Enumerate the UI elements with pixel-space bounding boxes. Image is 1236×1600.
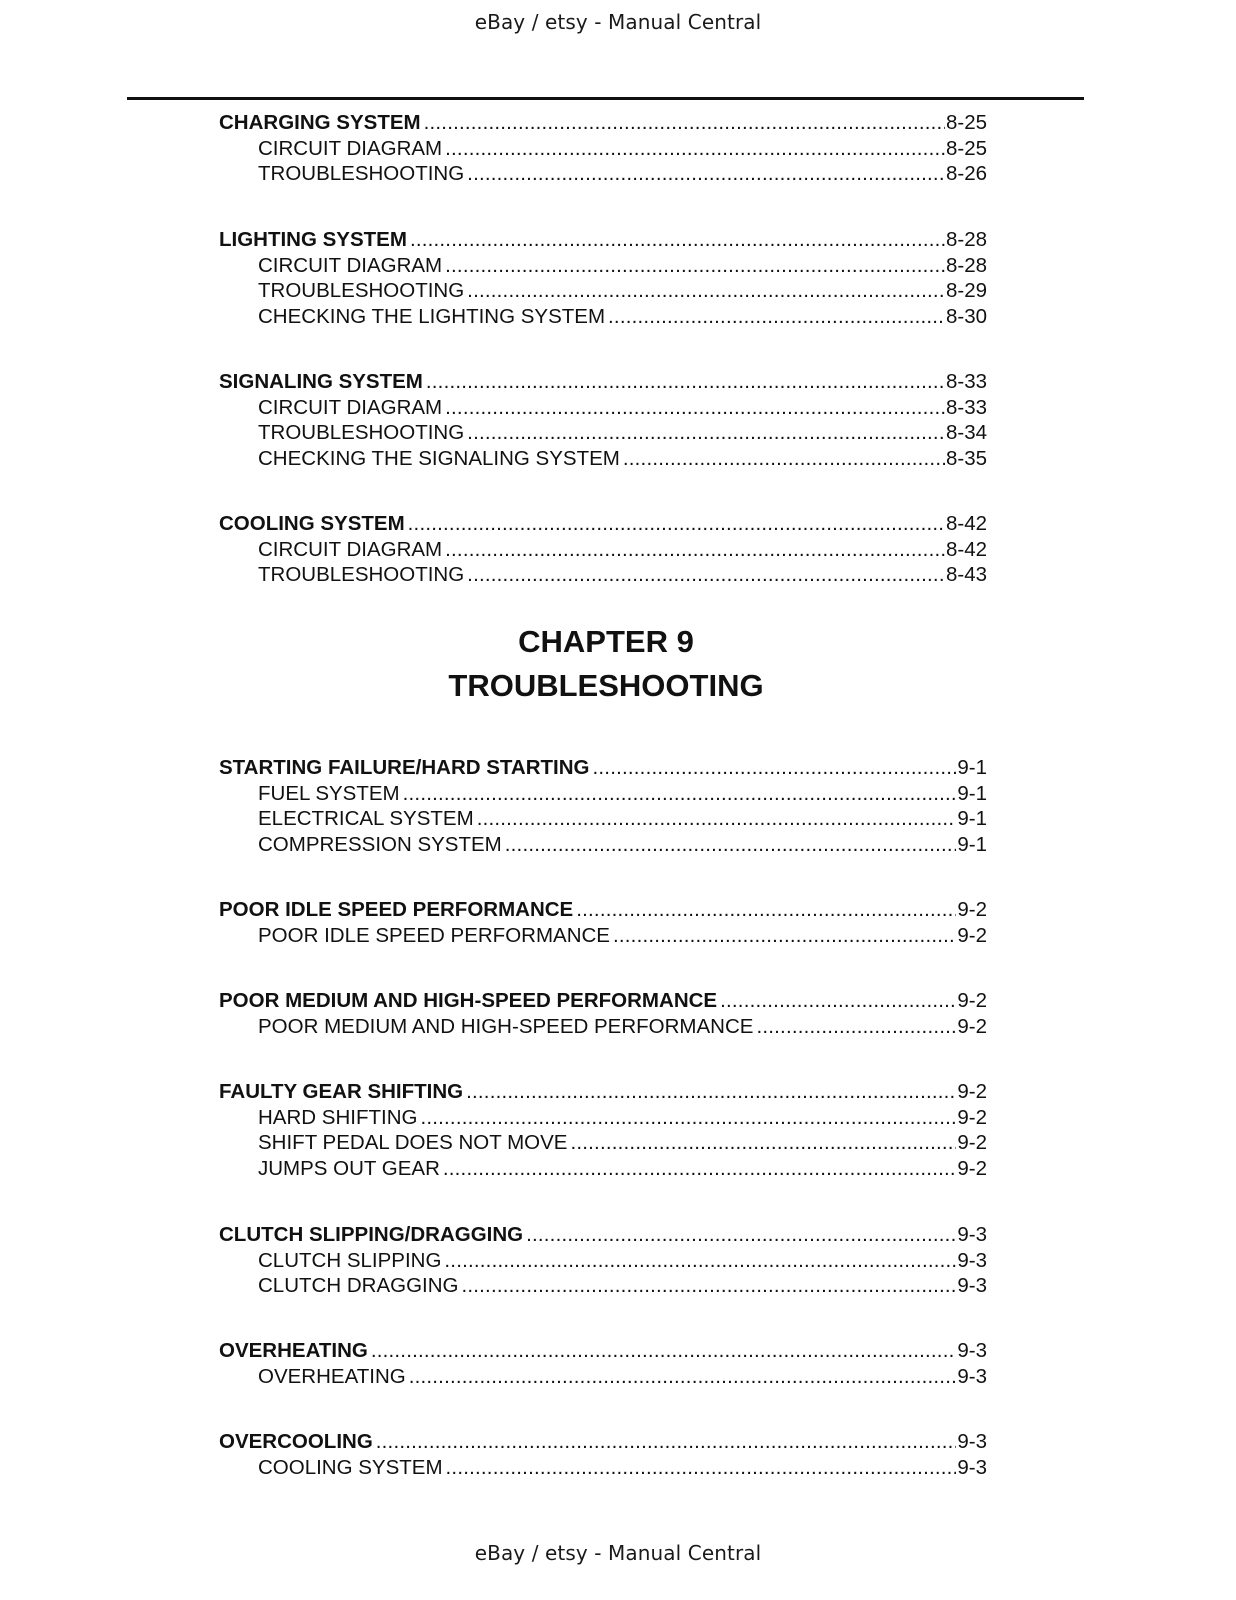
toc-subentry-label: FUEL SYSTEM [258,781,400,805]
toc-page-number: 9-2 [957,1131,987,1155]
toc-entry[interactable] [219,988,987,1014]
toc-page-number: 9-2 [957,989,987,1012]
toc-page-number: 8-42 [945,537,987,561]
toc-section-poor-idle-speed [219,897,987,948]
toc-section-clutch-slipping-dragging [219,1222,987,1299]
toc-entry-title: POOR IDLE SPEED PERFORMANCE [219,898,574,921]
toc-entry-title: CLUTCH SLIPPING/DRAGGING [219,1223,524,1246]
toc-subentry[interactable] [219,832,987,858]
toc-page-number: 8-43 [945,563,987,587]
toc-page-number: 8-30 [945,305,987,329]
toc-subentry[interactable] [219,1130,987,1156]
toc-subentry[interactable] [219,1364,987,1390]
toc-entry[interactable] [219,1338,987,1364]
toc-subentry[interactable] [219,806,987,832]
toc-subentry-label: SHIFT PEDAL DOES NOT MOVE [258,1131,568,1155]
toc-section-faulty-gear-shifting [219,1079,987,1182]
chapter-title-heading: TROUBLESHOOTING [448,668,764,703]
dot-leader [410,227,945,253]
toc-subentry-label: CIRCUIT DIAGRAM [258,253,443,277]
toc-page-number: 9-2 [957,923,987,947]
toc-page-number: 8-28 [945,253,987,277]
toc-subentry[interactable] [219,923,987,949]
toc-section-cooling-system [219,511,987,588]
toc-page-number: 8-35 [945,447,987,471]
dot-leader [408,511,945,537]
dot-leader [467,161,945,187]
dot-leader [461,1273,956,1299]
dot-leader [445,537,945,563]
toc-page-number: 9-3 [957,1430,987,1453]
toc-page-number: 9-2 [957,1014,987,1038]
toc-subentry-label: CLUTCH SLIPPING [258,1248,442,1272]
dot-leader [371,1338,957,1364]
toc-page-number: 9-3 [957,1274,987,1298]
toc-entry[interactable] [219,511,987,537]
toc-subentry-label: TROUBLESHOOTING [258,162,465,186]
toc-subentry[interactable] [219,1455,987,1481]
dot-leader [467,420,945,446]
toc-subentry[interactable] [219,253,987,279]
dot-leader [426,369,945,395]
toc-entry[interactable] [219,1079,987,1105]
dot-leader [467,562,945,588]
toc-page-number: 8-33 [945,370,987,393]
dot-leader [403,781,957,807]
toc-entry-title: OVERCOOLING [219,1430,373,1453]
toc-subentry[interactable] [219,395,987,421]
dot-leader [443,1156,956,1182]
toc-page-number: 9-1 [957,781,987,805]
toc-entry[interactable] [219,369,987,395]
dot-leader [505,832,957,858]
dot-leader [613,923,956,949]
toc-page-number: 9-3 [957,1223,987,1246]
dot-leader [623,446,945,472]
toc-page-number: 8-26 [945,162,987,186]
toc-subentry[interactable] [219,420,987,446]
chapter-number-heading: CHAPTER 9 [518,624,694,659]
dot-leader [409,1364,957,1390]
toc-page-number: 9-3 [957,1339,987,1362]
toc-page-number: 9-3 [957,1248,987,1272]
toc-subentry-label: CIRCUIT DIAGRAM [258,136,443,160]
dot-leader [570,1130,956,1156]
dot-leader [477,806,957,832]
dot-leader [445,395,945,421]
dot-leader [593,755,957,781]
toc-page-number: 8-34 [945,421,987,445]
toc-subentry-label: TROUBLESHOOTING [258,563,465,587]
toc-subentry[interactable] [219,537,987,563]
toc-subentry[interactable] [219,161,987,187]
toc-page-number: 9-2 [957,1080,987,1103]
toc-subentry-label: CHECKING THE LIGHTING SYSTEM [258,305,606,329]
dot-leader [467,278,945,304]
toc-page-number: 9-2 [957,1157,987,1181]
dot-leader [526,1222,956,1248]
dot-leader [445,136,945,162]
dot-leader [608,304,945,330]
toc-subentry-label: HARD SHIFTING [258,1105,418,1129]
toc-section-overcooling [219,1429,987,1480]
toc-page-number: 9-2 [957,898,987,921]
toc-entry[interactable] [219,1222,987,1248]
dot-leader [420,1105,956,1131]
toc-subentry-label: CHECKING THE SIGNALING SYSTEM [258,447,620,471]
toc-entry-title: CHARGING SYSTEM [219,111,421,134]
toc-subentry-label: COOLING SYSTEM [258,1455,443,1479]
toc-entry[interactable] [219,110,987,136]
dot-leader [720,988,956,1014]
toc-subentry[interactable] [219,304,987,330]
toc-page-number: 9-2 [957,1105,987,1129]
toc-entry-title: LIGHTING SYSTEM [219,228,407,251]
dot-leader [756,1014,956,1040]
toc-subentry-label: ELECTRICAL SYSTEM [258,807,474,831]
dot-leader [444,1248,956,1274]
toc-subentry[interactable] [219,278,987,304]
toc-page-number: 9-1 [957,833,987,857]
toc-subentry-label: CLUTCH DRAGGING [258,1274,459,1298]
toc-entry-title: POOR MEDIUM AND HIGH-SPEED PERFORMANCE [219,989,718,1012]
toc-entry-title: OVERHEATING [219,1339,368,1362]
toc-subentry[interactable] [219,1156,987,1182]
toc-subentry-label: CIRCUIT DIAGRAM [258,537,443,561]
toc-section-poor-medium-high-speed [219,988,987,1039]
header-watermark: eBay / etsy - Manual Central [474,10,762,34]
toc-entry[interactable] [219,1429,987,1455]
toc-page-number: 8-42 [945,512,987,535]
toc-entry-title: COOLING SYSTEM [219,512,405,535]
header-rule [127,97,1084,100]
toc-subentry-label: POOR MEDIUM AND HIGH-SPEED PERFORMANCE [258,1014,754,1038]
toc-entry[interactable] [219,227,987,253]
toc-subentry-label: JUMPS OUT GEAR [258,1157,440,1181]
toc-section-signaling-system [219,369,987,472]
dot-leader [424,110,945,136]
toc-entry[interactable] [219,755,987,781]
dot-leader [466,1079,956,1105]
toc-section-overheating [219,1338,987,1389]
toc-page-number: 8-29 [945,279,987,303]
toc-subentry[interactable] [219,136,987,162]
dot-leader [446,1455,957,1481]
toc-page-number: 9-1 [957,756,987,779]
toc-section-charging-system [219,110,987,187]
toc-subentry[interactable] [219,1014,987,1040]
toc-entry[interactable] [219,897,987,923]
dot-leader [376,1429,957,1455]
toc-subentry-label: OVERHEATING [258,1364,406,1388]
toc-section-starting-failure [219,755,987,858]
toc-page-number: 8-25 [945,136,987,160]
toc-subentry-label: CIRCUIT DIAGRAM [258,395,443,419]
toc-page-number: 8-28 [945,228,987,251]
toc-subentry[interactable] [219,1273,987,1299]
toc-subentry-label: TROUBLESHOOTING [258,421,465,445]
footer-watermark: eBay / etsy - Manual Central [474,1541,762,1565]
dot-leader [576,897,956,923]
toc-entry-title: FAULTY GEAR SHIFTING [219,1080,464,1103]
toc-subentry-label: COMPRESSION SYSTEM [258,833,502,857]
toc-subentry-label: TROUBLESHOOTING [258,279,465,303]
toc-entry-title: STARTING FAILURE/HARD STARTING [219,756,590,779]
toc-page-number: 8-25 [945,111,987,134]
toc-page-number: 8-33 [945,395,987,419]
toc-page-number: 9-3 [957,1364,987,1388]
toc-subentry[interactable] [219,562,987,588]
toc-subentry[interactable] [219,781,987,807]
dot-leader [445,253,945,279]
toc-subentry[interactable] [219,1105,987,1131]
toc-entry-title: SIGNALING SYSTEM [219,370,423,393]
toc-subentry[interactable] [219,1248,987,1274]
toc-page-number: 9-3 [957,1455,987,1479]
toc-subentry[interactable] [219,446,987,472]
toc-subentry-label: POOR IDLE SPEED PERFORMANCE [258,923,610,947]
toc-page-number: 9-1 [957,807,987,831]
toc-section-lighting-system [219,227,987,330]
